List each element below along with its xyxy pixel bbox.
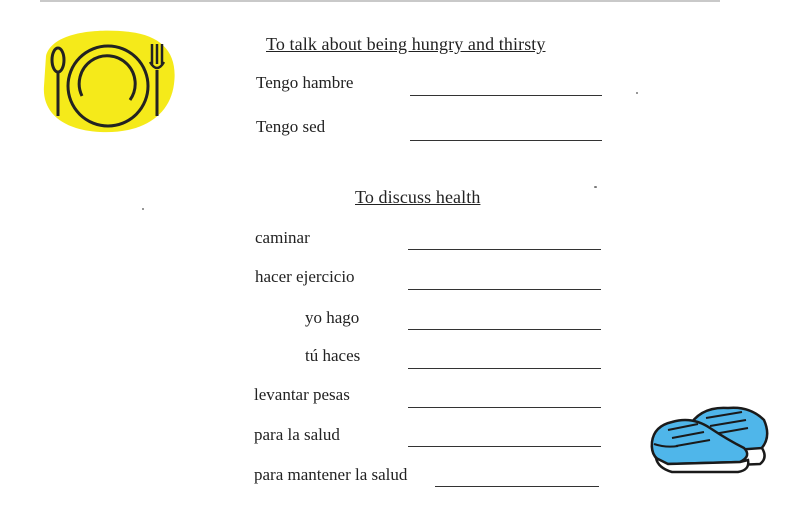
answer-blank[interactable] [408,249,601,250]
section-title-hungry-thirsty: To talk about being hungry and thirsty [266,34,546,54]
vocab-label: hacer ejercicio [255,267,355,286]
vocab-label: Tengo sed [256,117,326,136]
vocab-label: tú haces [305,346,361,365]
answer-blank[interactable] [435,486,599,487]
answer-blank[interactable] [408,329,601,330]
answer-blank[interactable] [408,368,601,369]
scan-speck [142,208,144,210]
scan-top-border [40,0,720,2]
vocab-label: para mantener la salud [254,465,408,484]
vocab-label: para la salud [254,425,340,444]
answer-blank[interactable] [410,140,602,141]
scan-speck [636,92,638,94]
section-title-health: To discuss health [355,187,481,207]
vocab-label: yo hago [305,308,360,327]
sneakers-icon [648,398,772,480]
answer-blank[interactable] [408,289,601,290]
vocab-label: levantar pesas [254,385,350,404]
answer-blank[interactable] [408,407,601,408]
vocab-label: Tengo hambre [256,73,354,92]
plate-fork-spoon-icon [38,26,178,136]
answer-blank[interactable] [410,95,602,96]
scan-speck [594,186,597,188]
vocab-label: caminar [255,228,310,247]
answer-blank[interactable] [408,446,601,447]
